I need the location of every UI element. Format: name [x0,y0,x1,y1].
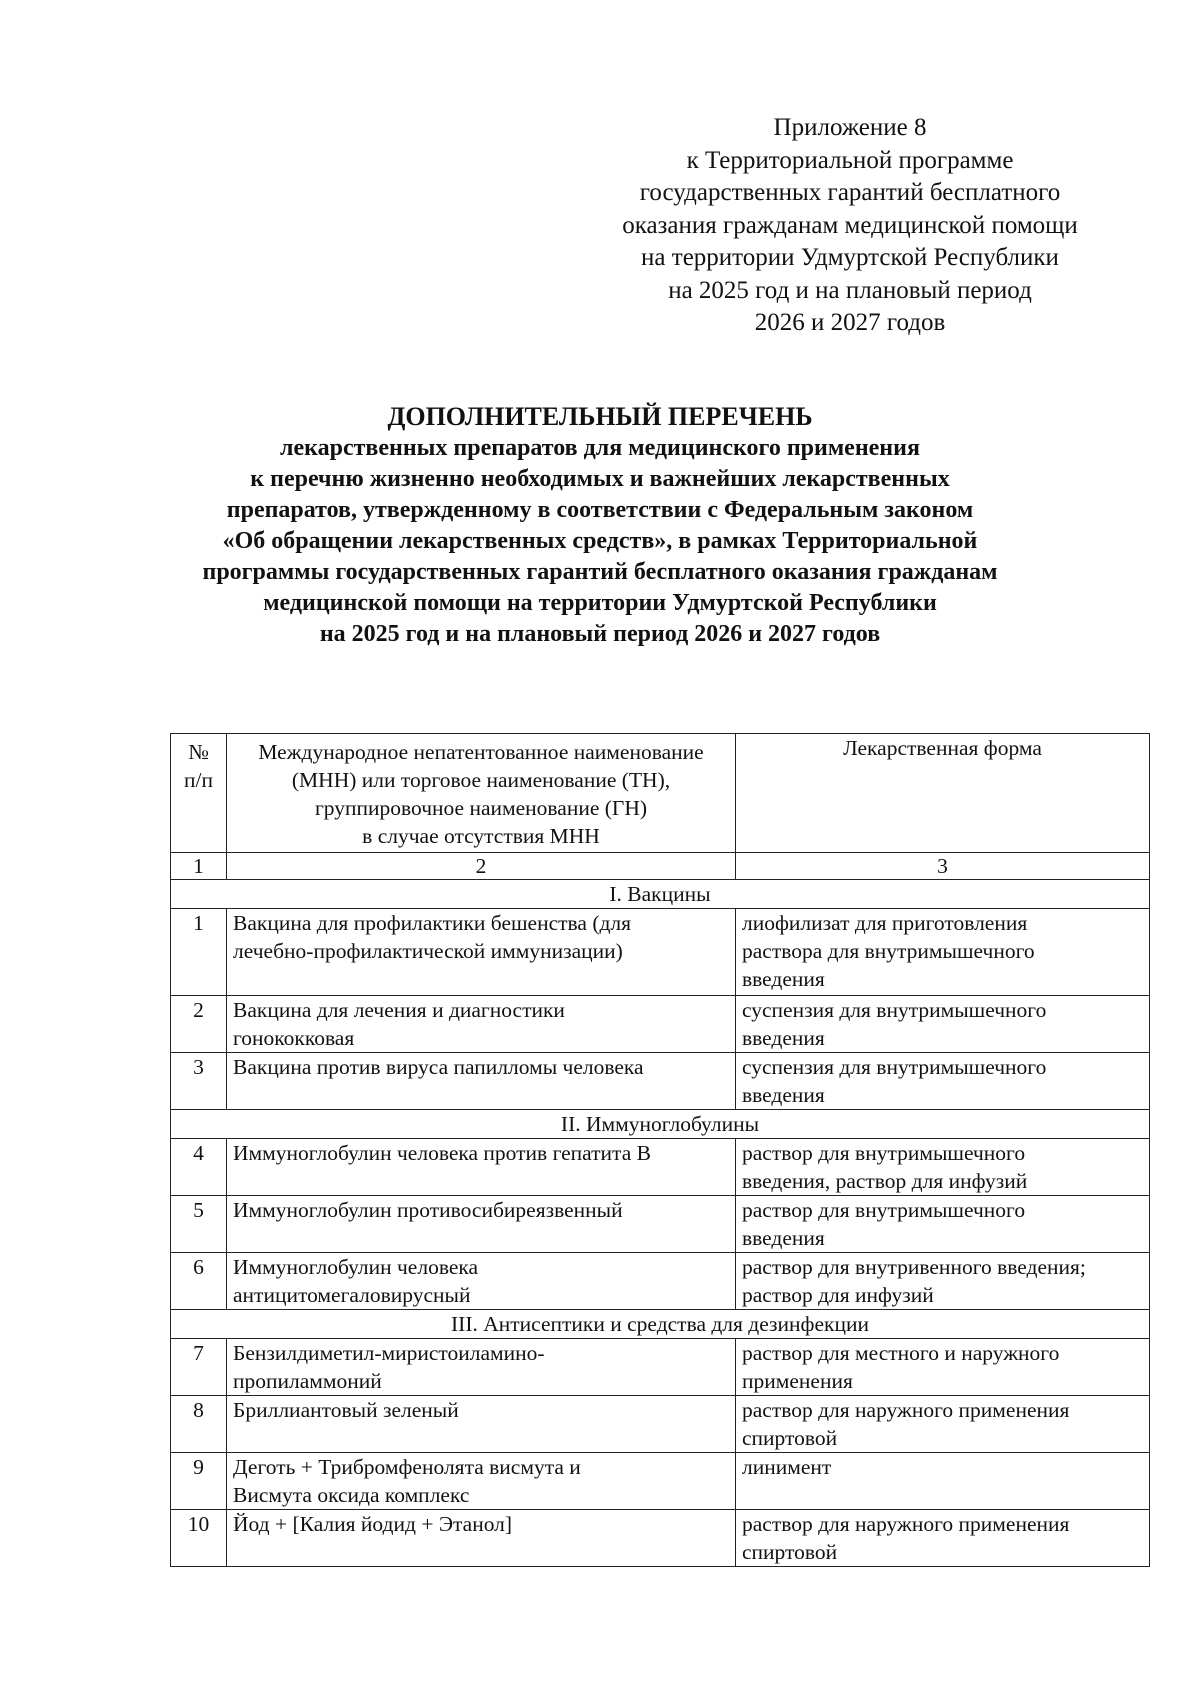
row-form-line: лиофилизат для приготовления [742,911,1028,935]
row-form-line: введения [742,967,825,991]
title-main: ДОПОЛНИТЕЛЬНЫЙ ПЕРЕЧЕНЬ [387,402,813,431]
appendix-note [580,112,1120,340]
appendix-line: 2026 и 2027 годов [754,309,946,336]
row-name-line: Иммуноглобулин человека против гепатита В [233,1141,651,1165]
table-row [171,1253,1150,1310]
row-form-line: суспензия для внутримышечного [742,998,1047,1022]
row-name-line: Бензилдиметил-миристоиламино- [233,1341,545,1365]
row-name [227,1396,736,1453]
header-number-line: п/п [184,768,213,792]
drug-list-table [170,733,1150,1567]
document-title [60,400,1140,650]
title-line: на 2025 год и на плановый период 2026 и 2027 годов [319,621,881,647]
row-form [736,1253,1150,1310]
column-index: 2 [227,853,736,880]
row-form [736,1139,1150,1196]
title-line: к перечню жизненно необходимых и важнейших лекарственных [250,466,950,492]
row-form [736,1053,1150,1110]
header-name-line: группировочное наименование (ГН) [314,796,648,820]
row-name-line: Иммуноглобулин человека [233,1255,479,1279]
row-name-line: гонококковая [233,1026,355,1050]
row-name [227,1139,736,1196]
row-form-line: введения [742,1226,825,1250]
row-number: 9 [171,1453,227,1510]
row-name-line: Висмута оксида комплекс [233,1483,470,1507]
table-header-row [171,734,1150,853]
row-form [736,1196,1150,1253]
table-row [171,1453,1150,1510]
row-form [736,909,1150,996]
row-form-line: введения [742,1026,825,1050]
table-row [171,1196,1150,1253]
section-row [171,1110,1150,1139]
section-title: II. Иммуноглобулины [171,1110,1150,1139]
header-name [227,734,736,853]
appendix-line: на 2025 год и на плановый период [668,276,1032,304]
table-row [171,1053,1150,1110]
section-row [171,1310,1150,1339]
row-number: 8 [171,1396,227,1453]
row-name [227,1196,736,1253]
title-line: препаратов, утвержденному в соответствии с Федеральным законом [226,497,974,523]
row-number: 7 [171,1339,227,1396]
row-name-line: Вакцина для лечения и диагностики [233,998,565,1022]
section-title: III. Антисептики и средства для дезинфекции [171,1310,1150,1339]
table-row [171,1139,1150,1196]
table-row [171,1510,1150,1567]
header-name-line: (МНН) или торговое наименование (ТН), [291,768,671,792]
row-name [227,1510,736,1567]
row-form-line: раствор для внутримышечного [742,1141,1026,1165]
row-number: 1 [171,909,227,996]
row-form-line: применения [742,1369,853,1393]
appendix-line: к Территориальной программе [686,146,1014,174]
row-form-line: раствор для местного и наружного [742,1341,1060,1365]
row-form-line: раствор для внутримышечного [742,1198,1026,1222]
appendix-line: оказания гражданам медицинской помощи [622,211,1078,239]
row-number: 4 [171,1139,227,1196]
row-form-line: введения [742,1083,825,1107]
row-name-line: антицитомегаловирусный [233,1283,471,1307]
section-title: I. Вакцины [171,880,1150,909]
row-name [227,909,736,996]
row-form-line: раствор для внутривенного введения; [742,1255,1086,1279]
row-number: 2 [171,996,227,1053]
title-line: программы государственных гарантий бесплатного оказания гражданам [202,559,998,585]
row-name-line: Йод + [Калия йодид + Этанол] [233,1512,513,1536]
row-number: 6 [171,1253,227,1310]
table-row [171,909,1150,996]
row-name-line: Деготь + Трибромфенолята висмута и [233,1455,581,1479]
row-form [736,1453,1150,1510]
table-row [171,996,1150,1053]
row-form [736,996,1150,1053]
row-form-line: раствор для наружного применения [742,1398,1070,1422]
row-name-line: Иммуноглобулин противосибиреязвенный [233,1198,623,1222]
row-form-line: спиртовой [742,1426,838,1450]
row-number: 3 [171,1053,227,1110]
row-form-line: спиртовой [742,1540,838,1564]
row-name-line: Бриллиантовый зеленый [233,1398,459,1422]
row-form-line: раствора для внутримышечного [742,939,1035,963]
row-form-line: раствор для наружного применения [742,1512,1070,1536]
row-name [227,1453,736,1510]
title-line: лекарственных препаратов для медицинского применения [280,435,920,461]
row-form-line: линимент [742,1455,832,1479]
column-index: 1 [171,853,227,880]
title-line: «Об обращении лекарственных средств», в рамках Территориальной [222,528,978,554]
row-name [227,1053,736,1110]
header-number [171,734,227,853]
row-form [736,1396,1150,1453]
row-number: 10 [171,1510,227,1567]
title-line: медицинской помощи на территории Удмуртской Республики [263,590,937,616]
row-name [227,1339,736,1396]
column-index-row [171,853,1150,880]
row-form-line: раствор для инфузий [742,1283,934,1307]
row-form [736,1339,1150,1396]
table-row [171,1339,1150,1396]
row-form [736,1510,1150,1567]
header-form: Лекарственная форма [736,734,1150,853]
row-name [227,996,736,1053]
row-name [227,1253,736,1310]
row-number: 5 [171,1196,227,1253]
row-form-line: суспензия для внутримышечного [742,1055,1047,1079]
header-number-line: № [188,740,209,764]
row-name-line: Вакцина против вируса папилломы человека [233,1055,644,1079]
column-index: 3 [736,853,1150,880]
header-name-line: в случае отсутствия МНН [362,824,600,848]
appendix-line: Приложение 8 [773,114,927,141]
row-name-line: Вакцина для профилактики бешенства (для [233,911,632,935]
table-row [171,1396,1150,1453]
row-name-line: пропиламмоний [233,1369,382,1393]
section-row [171,880,1150,909]
appendix-line: государственных гарантий бесплатного [639,179,1061,206]
row-form-line: введения, раствор для инфузий [742,1169,1028,1193]
row-name-line: лечебно-профилактической иммунизации) [233,939,623,963]
appendix-line: на территории Удмуртской Республики [641,244,1059,271]
header-name-line: Международное непатентованное наименование [258,740,704,764]
